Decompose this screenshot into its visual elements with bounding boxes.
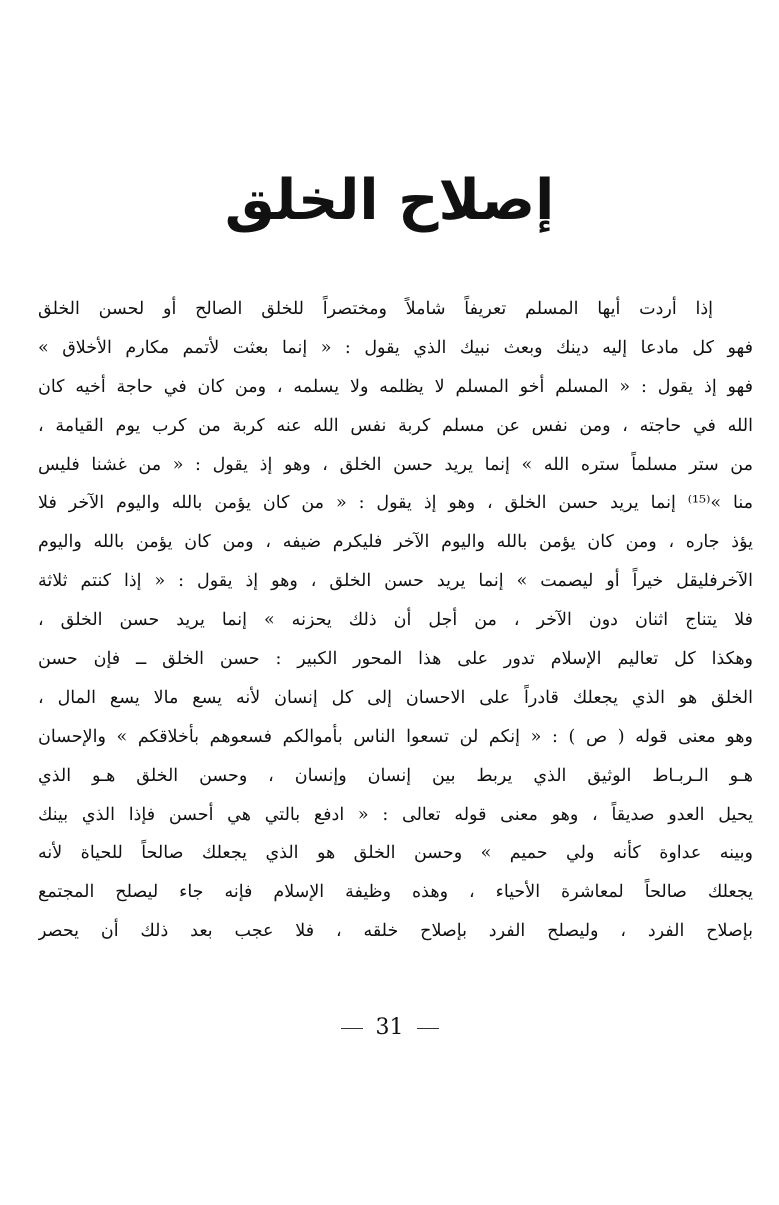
footer-dash-left [341,1028,363,1029]
text-line: الله في حاجته ، ومن نفس عن مسلم كربة نفس الله عنه كربة من كرب يوم القيامة ، [38,415,753,436]
text-line: بإصلاح الفرد ، وليصلح الفرد بإصلاح خلقه ، فلا عجب بعد ذلك أن يحصر [38,921,753,942]
text-line: يحيل العدو صديقاً ، وهو معنى قوله تعالى : « ادفع بالتي هي أحسن فإذا الذي بينك [38,804,753,825]
text-line: الآخرفليقل خيراً أو ليصمت » إنما يريد حسن الخلق ، وهو إذ يقول : « إذا كنتم ثلاثة [38,571,753,592]
page-footer [0,1014,779,1042]
text-line: وهكذا كل تعاليم الإسلام تدور على هذا المحور الكبير : حسن الخلق ــ فإن حسن [38,649,753,670]
text-line: يجعلك صالحاً لمعاشرة الأحياء ، وهذه وظيفة الإسلام فإنه جاء ليصلح المجتمع [38,882,753,903]
text-line: فهو إذ يقول : « المسلم أخو المسلم لا يظلمه ولا يسلمه ، ومن كان في حاجة أخيه كان [38,376,753,397]
text-line: هـو الـربـاط الوثيق الذي يربط بين إنسان وإنسان ، وحسن الخلق هـو الذي [38,765,753,786]
text-line: الخلق هو الذي يجعلك قادراً على الاحسان إلى كل إنسان لأنه يسع مالا يسع المال ، [38,687,753,708]
chapter-title: إصلاح الخلق [224,168,555,233]
body-paragraph [38,290,753,951]
page-number: 31 [375,1015,404,1040]
text-line: وهو معنى قوله ( ص ) : « إنكم لن تسعوا الناس بأموالكم فسعوهم بأخلاقكم » والإحسان [38,726,753,747]
text-line: إذا أردت أيها المسلم تعريفاً شاملاً ومختصراً للخلق الصالح أو لحسن الخلق [38,299,713,319]
text-line: فهو كل مادعا إليه دينك وبعث نبيك الذي يقول : « إنما بعثت لأتمم مكارم الأخلاق » [38,337,753,358]
text-line: فلا يتناج اثنان دون الآخر ، من أجل أن ذلك يحزنه » إنما يريد حسن الخلق ، [38,610,753,631]
text-line: منا »⁽¹⁵⁾ إنما يريد حسن الخلق ، وهو إذ يقول : « من كان يؤمن بالله واليوم الآخر فلا [38,493,753,514]
text-line: وبينه عداوة كأنه ولي حميم » وحسن الخلق هو الذي يجعلك صالحاً للحياة لأنه [38,843,753,864]
footer-dash-right [417,1028,439,1029]
text-line: من ستر مسلماً ستره الله » إنما يريد حسن الخلق ، وهو إذ يقول : « من غشنا فليس [38,454,753,475]
text-line: يؤذ جاره ، ومن كان يؤمن بالله واليوم الآخر فليكرم ضيفه ، ومن كان يؤمن بالله واليوم [38,532,753,553]
